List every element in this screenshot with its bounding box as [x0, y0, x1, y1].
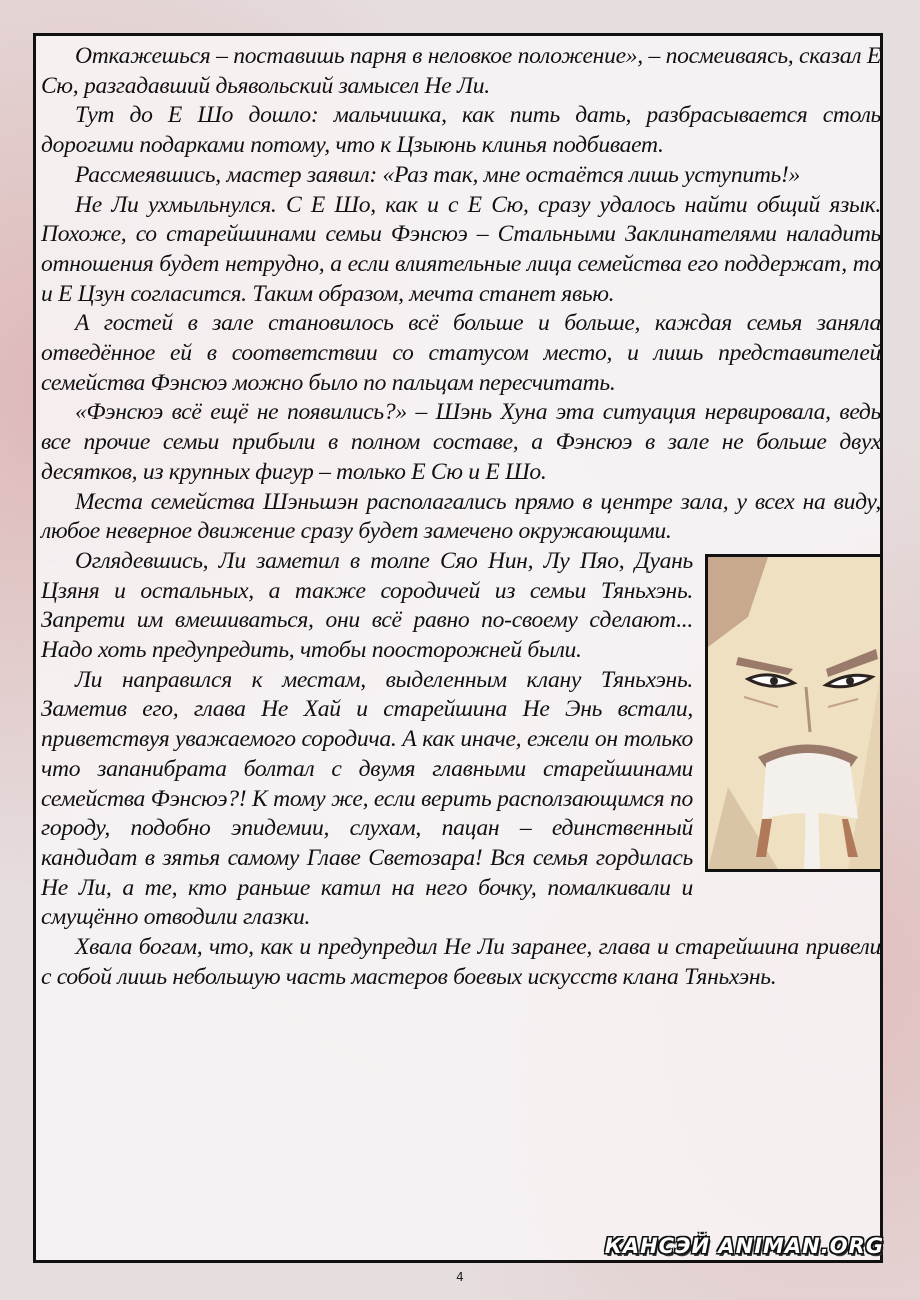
body-text	[41, 42, 881, 993]
paragraph: Тут до Е Шо дошло: мальчишка, как пить дать, разбрасывается столь дорогими подарками потому, что к Цзыюнь клинья подбивает.	[41, 102, 881, 159]
page-frame	[33, 33, 883, 1263]
elder-portrait-illustration	[705, 554, 883, 872]
paragraph: Ли направился к местам, выделенным клану Тяньхэнь. Заметив его, глава Не Хай и старейшина Не Энь встали, приветствуя уважаемого сородича. А как иначе, ежели он только что запанибрата болтал с двумя главными старейшинами семейства Фэнсюэ?! К тому же, если верить расползающимся по городу, подобно эпидемии, слухам, пацан – единственный кандидат в зятья самому Главе Светозара! Вся семья гордилась Не Ли, а те, кто раньше катил на него бочку, помалкивали и смущённо отводили глазки.	[41, 666, 693, 931]
paragraph: А гостей в зале становилось всё больше и больше, каждая семья заняла отведённое ей в соответствии со статусом место, и лишь представителей семейства Фэнсюэ можно было по пальцам пересчитать.	[41, 310, 881, 396]
paragraph: Откажешься – поставишь парня в неловкое положение», – посмеиваясь, сказал Е Сю, разгадавший дьявольский замысел Не Ли.	[41, 43, 881, 99]
paragraph: «Фэнсюэ всё ещё не появились?» – Шэнь Хуна эта ситуация нервировала, ведь все прочие семьи прибыли в полном составе, а Фэнсюэ в зале не больше двух десятков, из крупных фигур – только Е Сю и Е Шо.	[41, 399, 881, 485]
paragraph: Не Ли ухмыльнулся. С Е Шо, как и с Е Сю, сразу удалось найти общий язык. Похоже, со старейшинами семьи Фэнсюэ – Стальными Заклинателями наладить отношения будет нетрудно, а если влиятельные лица семейства его поддержат, то и Е Цзун согласится. Таким образом, мечта станет явью.	[41, 191, 881, 307]
portrait-icon	[708, 557, 880, 869]
watermark: КАНСЭЙ ANIMAN.ORG	[604, 1234, 884, 1258]
paragraph: Рассмеявшись, мастер заявил: «Раз так, мне остаётся лишь уступить!»	[75, 161, 801, 188]
paragraph: Места семейства Шэньшэн располагались прямо в центре зала, у всех на виду, любое неверное движение сразу будет замечено окружающими.	[41, 488, 881, 545]
paragraph: Хвала богам, что, как и предупредил Не Ли заранее, глава и старейшина привели с собой лишь небольшую часть мастеров боевых искусств клана Тяньхэнь.	[41, 934, 881, 990]
page-number: 4	[456, 1270, 464, 1284]
paragraph: Оглядевшись, Ли заметил в толпе Сяо Нин, Лу Пяо, Дуань Цзяня и остальных, а также сородичей из семьи Тяньхэнь. Запрети им вмешиваться, они всё равно по-своему сделают... Надо хоть предупредить, чтобы поосторожней были.	[41, 547, 693, 664]
